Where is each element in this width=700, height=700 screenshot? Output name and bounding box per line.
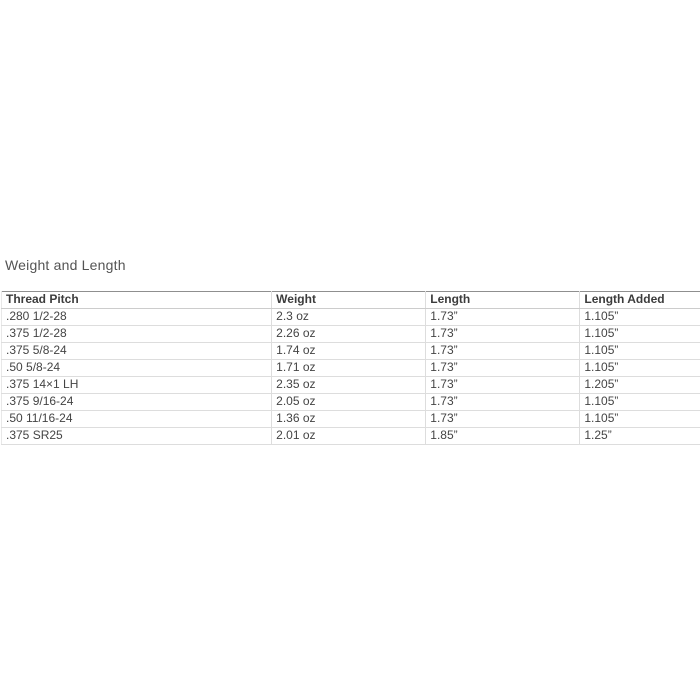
table-cell: 1.105” xyxy=(580,343,700,360)
table-cell: 1.73” xyxy=(426,377,580,394)
column-header: Weight xyxy=(272,292,426,309)
table-row xyxy=(2,411,700,428)
table-cell: 1.73” xyxy=(426,326,580,343)
table-cell: 1.74 oz xyxy=(272,343,426,360)
table-cell: 1.73” xyxy=(426,394,580,411)
table-cell: 1.105” xyxy=(580,411,700,428)
table-cell: 1.73” xyxy=(426,309,580,326)
table-cell: 2.01 oz xyxy=(272,428,426,445)
table-row xyxy=(2,394,700,411)
column-header: Length Added xyxy=(580,292,700,309)
spec-table xyxy=(1,291,700,445)
table-cell: .50 5/8-24 xyxy=(2,360,272,377)
table-row xyxy=(2,360,700,377)
table-cell: .375 9/16-24 xyxy=(2,394,272,411)
table-cell: 1.36 oz xyxy=(272,411,426,428)
table-cell: .50 11/16-24 xyxy=(2,411,272,428)
table-cell: 1.71 oz xyxy=(272,360,426,377)
table-row xyxy=(2,428,700,445)
table-row xyxy=(2,326,700,343)
table-cell: 1.105” xyxy=(580,360,700,377)
table-cell: 1.105” xyxy=(580,326,700,343)
table-row xyxy=(2,343,700,360)
section-title: Weight and Length xyxy=(5,257,126,273)
table-cell: 2.05 oz xyxy=(272,394,426,411)
table-cell: .375 1/2-28 xyxy=(2,326,272,343)
table-cell: .280 1/2-28 xyxy=(2,309,272,326)
table-cell: 2.35 oz xyxy=(272,377,426,394)
table-cell: 1.73” xyxy=(426,411,580,428)
table-cell: .375 5/8-24 xyxy=(2,343,272,360)
table-cell: 1.25” xyxy=(580,428,700,445)
table-body xyxy=(2,309,700,445)
column-header: Thread Pitch xyxy=(2,292,272,309)
table-cell: 2.3 oz xyxy=(272,309,426,326)
table-header-row xyxy=(2,292,700,309)
table-cell: .375 SR25 xyxy=(2,428,272,445)
table-row xyxy=(2,309,700,326)
spec-table-container xyxy=(1,291,700,445)
table-row xyxy=(2,377,700,394)
table-cell: 1.73” xyxy=(426,343,580,360)
table-cell: 1.105” xyxy=(580,309,700,326)
table-cell: 1.73” xyxy=(426,360,580,377)
table-cell: 1.85” xyxy=(426,428,580,445)
table-cell: 2.26 oz xyxy=(272,326,426,343)
table-cell: 1.205” xyxy=(580,377,700,394)
table-cell: .375 14×1 LH xyxy=(2,377,272,394)
table-cell: 1.105” xyxy=(580,394,700,411)
column-header: Length xyxy=(426,292,580,309)
